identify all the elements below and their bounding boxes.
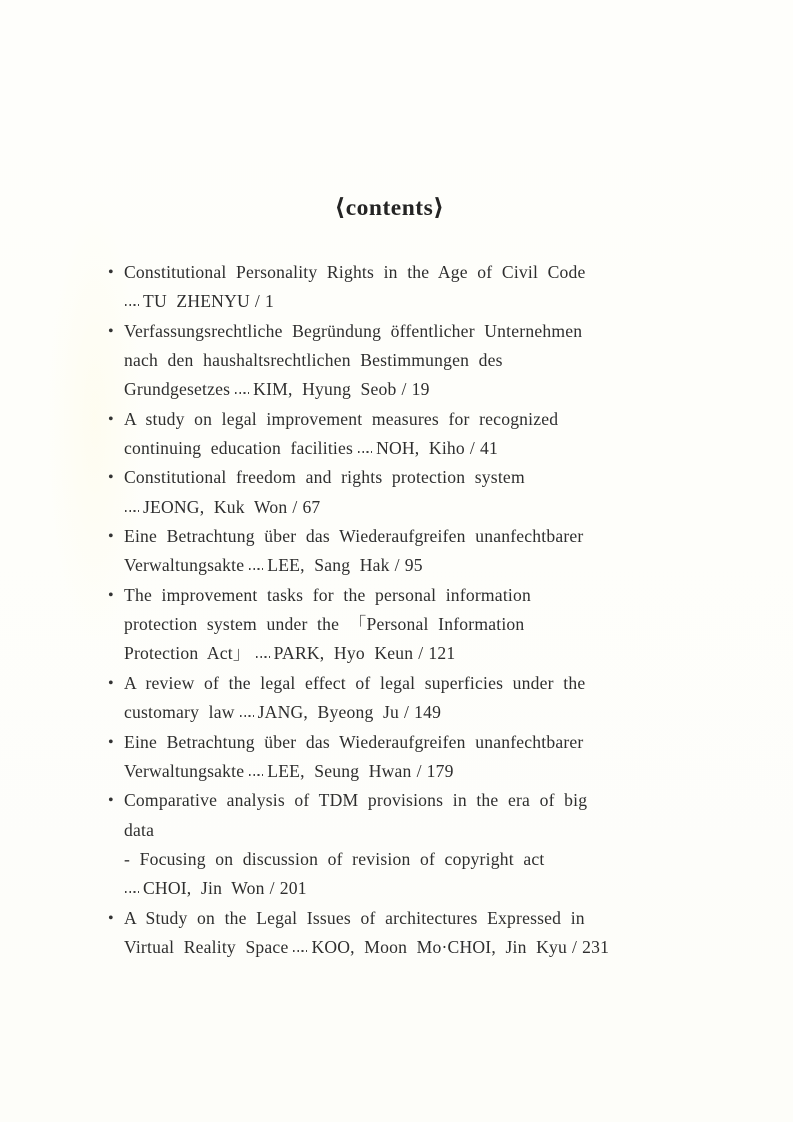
toc-line xyxy=(124,757,694,786)
toc-line xyxy=(124,346,694,375)
toc-line xyxy=(124,405,694,434)
author-name: PARK, Hyo Keun xyxy=(273,643,414,664)
toc-line xyxy=(124,258,694,287)
page-number: 95 xyxy=(404,555,423,576)
toc-line xyxy=(124,287,694,316)
toc-entry xyxy=(110,786,694,903)
toc-line xyxy=(124,434,694,463)
author-name: JEONG, Kuk Won xyxy=(143,496,288,517)
author-name: LEE, Sang Hak xyxy=(267,555,390,576)
toc-entry xyxy=(110,463,694,522)
page-number: 231 xyxy=(582,936,610,957)
toc-line xyxy=(124,874,694,903)
page-separator: / xyxy=(572,936,578,957)
toc-entry xyxy=(110,258,694,317)
toc-line xyxy=(124,728,694,757)
dot-leader xyxy=(240,715,254,717)
page-separator: / xyxy=(254,291,260,312)
author-name: KIM, Hyung Seob xyxy=(253,379,397,400)
page-number: 179 xyxy=(426,760,454,781)
toc-line xyxy=(124,493,694,522)
toc-line xyxy=(124,463,694,492)
bullet-icon: • xyxy=(108,792,114,810)
page-number: 19 xyxy=(411,379,430,400)
toc-line xyxy=(124,551,694,580)
toc-line xyxy=(124,845,694,874)
page-separator: / xyxy=(269,878,275,899)
toc-entry xyxy=(110,581,694,669)
page-title: ⟨contents⟩ xyxy=(334,195,445,221)
dot-leader xyxy=(249,774,263,776)
entry-title: Protection Act」 xyxy=(124,643,251,664)
author-name: KOO, Moon Mo·CHOI, Jin Kyu xyxy=(311,936,568,957)
dot-leader xyxy=(125,510,139,512)
author-name: NOH, Kiho xyxy=(376,438,465,459)
entry-title: Verwaltungsakte xyxy=(124,760,245,781)
entry-title: Constitutional freedom and rights protection system xyxy=(124,467,525,488)
entry-title: Comparative analysis of TDM provisions in the era of big xyxy=(124,790,588,811)
author-name: LEE, Seung Hwan xyxy=(267,760,412,781)
entry-title: A review of the legal effect of legal superficies under the xyxy=(124,672,586,693)
entry-title: Constitutional Personality Rights in the Age of Civil Code xyxy=(124,262,586,282)
toc-entry xyxy=(110,728,694,787)
dot-leader xyxy=(358,451,372,453)
bullet-icon: • xyxy=(108,322,114,340)
page-separator: / xyxy=(394,555,400,576)
dot-leader xyxy=(125,891,139,893)
entry-title: data xyxy=(124,819,155,840)
page-separator: / xyxy=(469,438,476,459)
toc-entry xyxy=(110,669,694,728)
author-name: TU ZHENYU xyxy=(143,291,250,312)
toc-line xyxy=(124,610,694,639)
toc-line xyxy=(124,933,694,962)
entry-title: The improvement tasks for the personal information xyxy=(124,584,531,605)
page-separator: / xyxy=(416,760,422,781)
toc-line xyxy=(124,317,694,346)
page-number: 67 xyxy=(302,496,321,517)
toc-line xyxy=(124,669,694,698)
entry-title: Eine Betrachtung über das Wiederaufgreifen unanfechtbarer xyxy=(124,731,584,752)
entry-title: protection system under the 「Personal Information xyxy=(124,614,525,635)
page-number: 121 xyxy=(428,643,456,664)
toc-line xyxy=(124,522,694,551)
dot-leader xyxy=(235,392,249,394)
author-name: JANG, Byeong Ju xyxy=(257,702,400,723)
page-number: 1 xyxy=(265,291,274,312)
page-separator: / xyxy=(418,643,424,664)
entry-title: nach den haushaltsrechtlichen Bestimmungen des xyxy=(124,350,503,371)
entry-title: Verfassungsrechtliche Begründung öffentlicher Unternehmen xyxy=(124,320,583,341)
entry-title: Eine Betrachtung über das Wiederaufgreifen unanfechtbarer xyxy=(124,526,584,547)
toc-line xyxy=(124,904,694,933)
toc-entry xyxy=(110,317,694,405)
bullet-icon: • xyxy=(108,528,114,546)
toc-line xyxy=(124,639,694,668)
entry-title: customary law xyxy=(124,702,235,723)
toc-entry xyxy=(110,405,694,464)
page-number: 149 xyxy=(414,702,442,723)
page-separator: / xyxy=(292,496,298,517)
toc-line xyxy=(124,698,694,727)
toc-entry xyxy=(110,522,694,581)
bullet-icon: • xyxy=(108,733,114,751)
toc-line xyxy=(124,581,694,610)
author-name: CHOI, Jin Won xyxy=(143,878,265,899)
bullet-icon: • xyxy=(108,410,114,428)
entry-title: Verwaltungsakte xyxy=(124,555,245,576)
bullet-icon: • xyxy=(108,469,114,487)
bullet-icon: • xyxy=(108,674,114,692)
entry-title: Grundgesetzes xyxy=(124,379,231,400)
entry-title: Virtual Reality Space xyxy=(124,936,289,957)
page-number: 201 xyxy=(279,878,307,899)
dot-leader xyxy=(249,568,263,570)
toc-line xyxy=(124,375,694,404)
bullet-icon: • xyxy=(108,264,114,281)
entry-title: continuing education facilities xyxy=(124,438,354,459)
toc-line xyxy=(124,786,694,815)
entry-subtitle: - Focusing on discussion of revision of copyright act xyxy=(124,848,545,869)
dot-leader xyxy=(256,656,270,658)
dot-leader xyxy=(125,304,139,306)
page-separator: / xyxy=(404,702,410,723)
dot-leader xyxy=(293,950,307,952)
page-number: 41 xyxy=(480,438,499,459)
toc-entry xyxy=(110,904,694,963)
entry-title: A study on legal improvement measures for recognized xyxy=(124,408,559,429)
bullet-icon: • xyxy=(108,909,114,927)
bullet-icon: • xyxy=(108,586,114,604)
toc-line xyxy=(124,816,694,845)
page-separator: / xyxy=(401,379,407,400)
entry-title: A Study on the Legal Issues of architectures Expressed in xyxy=(124,907,585,928)
table-of-contents xyxy=(110,258,694,962)
